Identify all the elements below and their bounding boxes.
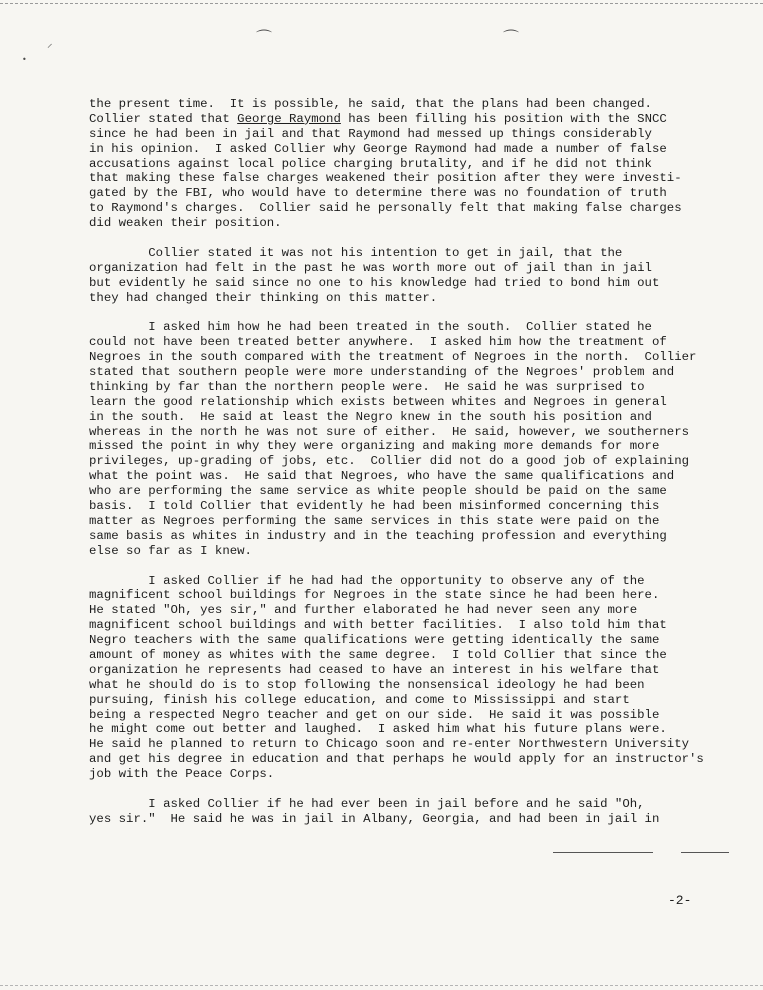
scan-mark-dot: • <box>22 55 27 64</box>
letter-body <box>89 97 729 842</box>
text-line: magnificent school buildings and with better facilities. I also told him that <box>89 618 667 633</box>
text-line: else so far as I knew. <box>89 543 252 558</box>
text-line: accusations against local police charging brutality, and if he did not think <box>89 156 652 171</box>
text-line: he might come out better and laughed. I asked him what his future plans were. <box>89 722 667 737</box>
scan-mark-left: ⌒ <box>256 28 273 47</box>
text-line: what the point was. He said that Negroes, who have the same qualifications and <box>89 469 675 484</box>
text-line: Collier stated it was not his intention to get in jail, that the <box>89 245 623 260</box>
text-line: that making these false charges weakened their position after they were investi- <box>89 171 682 186</box>
text-line: could not have been treated better anywhere. I asked him how the treatment of <box>89 335 667 350</box>
paragraph-p2 <box>89 246 729 306</box>
text-line: being a respected Negro teacher and get on our side. He said it was possible <box>89 707 660 722</box>
text-line: and get his degree in education and that perhaps he would apply for an instructor's <box>89 752 704 767</box>
text-line: I asked Collier if he had ever been in jail before and he said "Oh, <box>89 796 645 811</box>
text-line: amount of money as whites with the same degree. I told Collier that since the <box>89 647 667 662</box>
text-line: pursuing, finish his college education, and come to Mississippi and start <box>89 692 630 707</box>
text-line: the present time. It is possible, he said, that the plans had been changed. <box>89 97 652 111</box>
text-line: job with the Peace Corps. <box>89 767 275 782</box>
text-line: did weaken their position. <box>89 216 282 231</box>
text-line: I asked Collier if he had had the opportunity to observe any of the <box>89 573 645 588</box>
text-line: they had changed their thinking on this matter. <box>89 290 438 305</box>
text-line: stated that southern people were more understanding of the Negroes' problem and <box>89 365 675 380</box>
bottom-scan-edge <box>0 985 763 986</box>
underlined-name: George Raymond <box>237 111 341 126</box>
text-line: Collier stated that George Raymond has been filling his position with the SNCC <box>89 111 667 126</box>
text-line: basis. I told Collier that evidently he had been misinformed concerning this <box>89 499 660 514</box>
text-line: I asked him how he had been treated in the south. Collier stated he <box>89 320 652 335</box>
text-line: learn the good relationship which exists between whites and Negroes in general <box>89 394 667 409</box>
text-line: privileges, up-grading of jobs, etc. Collier did not do a good job of explaining <box>89 454 690 469</box>
text-line: in his opinion. I asked Collier why George Raymond had made a number of false <box>89 141 667 156</box>
text-line: gated by the FBI, who would have to determine there was no foundation of truth <box>89 186 667 201</box>
text-line: organization had felt in the past he was worth more out of jail than in jail <box>89 260 652 275</box>
paragraph-p3 <box>89 320 729 558</box>
text-line: same basis as whites in industry and in the teaching profession and everything <box>89 528 667 543</box>
footer-rule-right <box>681 852 729 853</box>
paragraph-p5 <box>89 797 729 827</box>
text-line: matter as Negroes performing the same services in this state were paid on the <box>89 513 660 528</box>
text-line: Negro teachers with the same qualifications were getting identically the same <box>89 633 660 648</box>
text-line: He said he planned to return to Chicago soon and re-enter Northwestern University <box>89 737 690 752</box>
page-number: -2- <box>668 893 692 908</box>
paragraph-p1 <box>89 97 729 231</box>
scan-mark-right: ⌒ <box>503 28 520 47</box>
footer-rule-left <box>553 852 653 853</box>
text-line: whereas in the north he was not sure of either. He said, however, we southerners <box>89 424 690 439</box>
text-line: since he had been in jail and that Raymond had messed up things considerably <box>89 126 652 141</box>
text-line: He stated "Oh, yes sir," and further elaborated he had never seen any more <box>89 603 638 618</box>
text-line: in the south. He said at least the Negro knew in the south his position and <box>89 409 652 424</box>
text-line: magnificent school buildings for Negroes in the state since he had been here. <box>89 588 660 603</box>
text-line: organization he represents had ceased to have an interest in his welfare that <box>89 662 660 677</box>
text-line: yes sir." He said he was in jail in Albany, Georgia, and had been in jail in <box>89 811 660 826</box>
text-line: to Raymond's charges. Collier said he personally felt that making false charges <box>89 201 682 216</box>
text-line: thinking by far than the northern people were. He said he was surprised to <box>89 379 645 394</box>
text-line: Negroes in the south compared with the treatment of Negroes in the north. Collier <box>89 350 697 365</box>
text-line: missed the point in why they were organizing and making more demands for more <box>89 439 660 454</box>
text-line: who are performing the same service as white people should be paid on the same <box>89 484 667 499</box>
text-line: what he should do is to stop following the nonsensical ideology he had been <box>89 677 645 692</box>
top-scan-edge <box>0 3 763 4</box>
paragraph-p4 <box>89 574 729 782</box>
scan-mark-margin: ⸝ <box>47 37 53 50</box>
text-line: but evidently he said since no one to his knowledge had tried to bond him out <box>89 275 660 290</box>
